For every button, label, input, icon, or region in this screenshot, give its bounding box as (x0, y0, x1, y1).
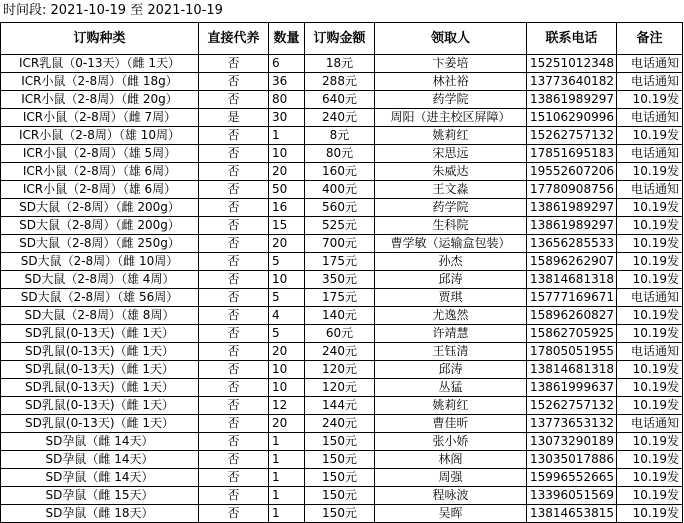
quantity-cell: 1 (269, 127, 305, 145)
quantity-cell: 10 (269, 271, 305, 289)
remark-cell: 10.19发 (617, 325, 683, 343)
header-phone: 联系电话 (527, 23, 617, 55)
remark-cell: 10.19发 (617, 235, 683, 253)
category-cell: SD大鼠（2-8周）（雌 10周） (1, 253, 199, 271)
direct-care-cell: 否 (199, 199, 269, 217)
phone-cell: 13814681318 (527, 361, 617, 379)
quantity-cell: 6 (269, 55, 305, 73)
direct-care-cell: 否 (199, 451, 269, 469)
table-row (1, 469, 683, 487)
phone-cell: 13773640182 (527, 73, 617, 91)
amount-cell: 144元 (305, 397, 375, 415)
remark-cell: 10.19发 (617, 253, 683, 271)
table-row (1, 163, 683, 181)
table-row (1, 505, 683, 523)
phone-cell: 17851695183 (527, 145, 617, 163)
amount-cell: 8元 (305, 127, 375, 145)
phone-cell: 15262757132 (527, 397, 617, 415)
table-row (1, 109, 683, 127)
amount-cell: 288元 (305, 73, 375, 91)
direct-care-cell: 否 (199, 415, 269, 433)
category-cell: ICR乳鼠（0-13天）（雌 1天） (1, 55, 199, 73)
category-cell: ICR小鼠（2-8周）（雌 7周） (1, 109, 199, 127)
quantity-cell: 10 (269, 145, 305, 163)
quantity-cell: 5 (269, 253, 305, 271)
quantity-cell: 10 (269, 361, 305, 379)
phone-cell: 13035017886 (527, 451, 617, 469)
period-start: 2021-10-19 (50, 3, 127, 18)
phone-cell: 13861999637 (527, 379, 617, 397)
table-row (1, 235, 683, 253)
direct-care-cell: 否 (199, 181, 269, 199)
table-row (1, 397, 683, 415)
quantity-cell: 4 (269, 307, 305, 325)
phone-cell: 19552607206 (527, 163, 617, 181)
header-category: 订购种类 (1, 23, 199, 55)
direct-care-cell: 否 (199, 433, 269, 451)
period-label: 时间段: (3, 3, 47, 18)
category-cell: SD乳鼠(0-13天)（雌 1天） (1, 379, 199, 397)
quantity-cell: 12 (269, 397, 305, 415)
header-quantity: 数量 (269, 23, 305, 55)
table-row (1, 343, 683, 361)
table-row (1, 415, 683, 433)
remark-cell: 10.19发 (617, 217, 683, 235)
category-cell: ICR小鼠（2-8周）（雄 6周） (1, 181, 199, 199)
recipient-cell: 生科院 (375, 217, 527, 235)
table-row (1, 433, 683, 451)
phone-cell: 15996552665 (527, 469, 617, 487)
amount-cell: 350元 (305, 271, 375, 289)
phone-cell: 15262757132 (527, 127, 617, 145)
quantity-cell: 5 (269, 289, 305, 307)
recipient-cell: 贾琪 (375, 289, 527, 307)
table-row (1, 361, 683, 379)
recipient-cell: 丛猛 (375, 379, 527, 397)
direct-care-cell: 否 (199, 505, 269, 523)
remark-cell: 10.19发 (617, 379, 683, 397)
quantity-cell: 1 (269, 433, 305, 451)
remark-cell: 电话通知 (617, 343, 683, 361)
recipient-cell: 吴晖 (375, 505, 527, 523)
quantity-cell: 10 (269, 379, 305, 397)
phone-cell: 13861989297 (527, 217, 617, 235)
phone-cell: 17805051955 (527, 343, 617, 361)
remark-cell: 电话通知 (617, 73, 683, 91)
direct-care-cell: 否 (199, 469, 269, 487)
recipient-cell: 卞姜培 (375, 55, 527, 73)
recipient-cell: 朱威达 (375, 163, 527, 181)
period-line (0, 0, 684, 22)
direct-care-cell: 否 (199, 253, 269, 271)
amount-cell: 150元 (305, 433, 375, 451)
period-to: 至 (130, 3, 144, 18)
category-cell: SD乳鼠(0-13天)（雌 1天） (1, 325, 199, 343)
category-cell: SD孕鼠（雌 14天） (1, 451, 199, 469)
quantity-cell: 80 (269, 91, 305, 109)
quantity-cell: 20 (269, 163, 305, 181)
table-row (1, 289, 683, 307)
remark-cell: 10.19发 (617, 271, 683, 289)
category-cell: ICR小鼠（2-8周）（雄 10周） (1, 127, 199, 145)
recipient-cell: 林阁 (375, 451, 527, 469)
phone-cell: 15251012348 (527, 55, 617, 73)
quantity-cell: 20 (269, 415, 305, 433)
category-cell: SD乳鼠(0-13天)（雌 1天） (1, 343, 199, 361)
amount-cell: 525元 (305, 217, 375, 235)
category-cell: ICR小鼠（2-8周）（雌 20g） (1, 91, 199, 109)
amount-cell: 640元 (305, 91, 375, 109)
quantity-cell: 30 (269, 109, 305, 127)
remark-cell: 10.19发 (617, 505, 683, 523)
direct-care-cell: 否 (199, 379, 269, 397)
phone-cell: 13861989297 (527, 91, 617, 109)
category-cell: SD孕鼠（雌 18天） (1, 505, 199, 523)
remark-cell: 10.19发 (617, 487, 683, 505)
table-row (1, 253, 683, 271)
table-row (1, 325, 683, 343)
table-row (1, 199, 683, 217)
remark-cell: 10.19发 (617, 397, 683, 415)
recipient-cell: 林社裕 (375, 73, 527, 91)
phone-cell: 15896260827 (527, 307, 617, 325)
direct-care-cell: 否 (199, 235, 269, 253)
remark-cell: 电话通知 (617, 181, 683, 199)
direct-care-cell: 否 (199, 127, 269, 145)
remark-cell: 电话通知 (617, 145, 683, 163)
header-row (1, 23, 683, 55)
table-row (1, 55, 683, 73)
amount-cell: 150元 (305, 451, 375, 469)
quantity-cell: 36 (269, 73, 305, 91)
table-row (1, 379, 683, 397)
header-direct-care: 直接代养 (199, 23, 269, 55)
phone-cell: 13814681318 (527, 271, 617, 289)
table-row (1, 451, 683, 469)
remark-cell: 10.19发 (617, 469, 683, 487)
header-recipient: 领取人 (375, 23, 527, 55)
direct-care-cell: 否 (199, 325, 269, 343)
direct-care-cell: 否 (199, 73, 269, 91)
remark-cell: 电话通知 (617, 109, 683, 127)
category-cell: SD大鼠（2-8周）（雄 8周） (1, 307, 199, 325)
category-cell: SD乳鼠(0-13天)（雌 1天） (1, 415, 199, 433)
amount-cell: 160元 (305, 163, 375, 181)
recipient-cell: 张小娇 (375, 433, 527, 451)
category-cell: SD乳鼠(0-13天)（雌 1天） (1, 361, 199, 379)
direct-care-cell: 否 (199, 343, 269, 361)
quantity-cell: 1 (269, 469, 305, 487)
amount-cell: 240元 (305, 415, 375, 433)
recipient-cell: 姚莉红 (375, 397, 527, 415)
remark-cell: 电话通知 (617, 289, 683, 307)
phone-cell: 15896262907 (527, 253, 617, 271)
amount-cell: 120元 (305, 361, 375, 379)
orders-table (0, 22, 683, 523)
phone-cell: 15777169671 (527, 289, 617, 307)
direct-care-cell: 否 (199, 289, 269, 307)
recipient-cell: 王钰清 (375, 343, 527, 361)
amount-cell: 150元 (305, 505, 375, 523)
amount-cell: 700元 (305, 235, 375, 253)
direct-care-cell: 否 (199, 217, 269, 235)
table-row (1, 487, 683, 505)
remark-cell: 10.19发 (617, 163, 683, 181)
direct-care-cell: 否 (199, 397, 269, 415)
table-row (1, 73, 683, 91)
remark-cell: 10.19发 (617, 451, 683, 469)
recipient-cell: 周阳（进主校区屏障） (375, 109, 527, 127)
amount-cell: 175元 (305, 253, 375, 271)
direct-care-cell: 否 (199, 271, 269, 289)
recipient-cell: 王文淼 (375, 181, 527, 199)
direct-care-cell: 否 (199, 163, 269, 181)
table-row (1, 145, 683, 163)
quantity-cell: 16 (269, 199, 305, 217)
quantity-cell: 50 (269, 181, 305, 199)
phone-cell: 13814653815 (527, 505, 617, 523)
category-cell: SD孕鼠（雌 15天） (1, 487, 199, 505)
amount-cell: 240元 (305, 109, 375, 127)
phone-cell: 13861989297 (527, 199, 617, 217)
quantity-cell: 1 (269, 505, 305, 523)
table-row (1, 271, 683, 289)
header-remark: 备注 (617, 23, 683, 55)
recipient-cell: 药学院 (375, 199, 527, 217)
phone-cell: 13396051569 (527, 487, 617, 505)
quantity-cell: 1 (269, 487, 305, 505)
category-cell: SD孕鼠（雌 14天） (1, 433, 199, 451)
table-row (1, 181, 683, 199)
quantity-cell: 20 (269, 343, 305, 361)
phone-cell: 17780908756 (527, 181, 617, 199)
phone-cell: 15862705925 (527, 325, 617, 343)
category-cell: SD大鼠（2-8周）（雌 200g） (1, 217, 199, 235)
recipient-cell: 姚莉红 (375, 127, 527, 145)
amount-cell: 60元 (305, 325, 375, 343)
category-cell: SD乳鼠(0-13天)（雌 1天） (1, 397, 199, 415)
direct-care-cell: 是 (199, 109, 269, 127)
direct-care-cell: 否 (199, 307, 269, 325)
recipient-cell: 周强 (375, 469, 527, 487)
amount-cell: 120元 (305, 379, 375, 397)
quantity-cell: 1 (269, 451, 305, 469)
recipient-cell: 孙杰 (375, 253, 527, 271)
direct-care-cell: 否 (199, 145, 269, 163)
category-cell: SD孕鼠（雌 14天） (1, 469, 199, 487)
category-cell: ICR小鼠（2-8周）（雌 18g） (1, 73, 199, 91)
recipient-cell: 许靖慧 (375, 325, 527, 343)
amount-cell: 240元 (305, 343, 375, 361)
table-row (1, 91, 683, 109)
recipient-cell: 药学院 (375, 91, 527, 109)
recipient-cell: 曹学敏（运输盒包装） (375, 235, 527, 253)
phone-cell: 13656285533 (527, 235, 617, 253)
recipient-cell: 曹佳昕 (375, 415, 527, 433)
amount-cell: 80元 (305, 145, 375, 163)
category-cell: ICR小鼠（2-8周）（雄 6周） (1, 163, 199, 181)
amount-cell: 140元 (305, 307, 375, 325)
phone-cell: 13073290189 (527, 433, 617, 451)
remark-cell: 10.19发 (617, 307, 683, 325)
category-cell: SD大鼠（2-8周）（雄 56周） (1, 289, 199, 307)
period-end: 2021-10-19 (147, 3, 223, 18)
remark-cell: 10.19发 (617, 199, 683, 217)
recipient-cell: 程咏波 (375, 487, 527, 505)
direct-care-cell: 否 (199, 487, 269, 505)
remark-cell: 10.19发 (617, 91, 683, 109)
table-row (1, 127, 683, 145)
recipient-cell: 尤逸然 (375, 307, 527, 325)
category-cell: SD大鼠（2-8周）（雌 250g） (1, 235, 199, 253)
amount-cell: 560元 (305, 199, 375, 217)
recipient-cell: 宋思远 (375, 145, 527, 163)
amount-cell: 150元 (305, 487, 375, 505)
table-row (1, 217, 683, 235)
category-cell: SD大鼠（2-8周）（雄 4周） (1, 271, 199, 289)
recipient-cell: 邱涛 (375, 271, 527, 289)
quantity-cell: 5 (269, 325, 305, 343)
phone-cell: 15106290996 (527, 109, 617, 127)
remark-cell: 10.19发 (617, 433, 683, 451)
amount-cell: 175元 (305, 289, 375, 307)
remark-cell: 电话通知 (617, 415, 683, 433)
amount-cell: 150元 (305, 469, 375, 487)
remark-cell: 10.19发 (617, 127, 683, 145)
direct-care-cell: 否 (199, 361, 269, 379)
quantity-cell: 20 (269, 235, 305, 253)
recipient-cell: 邱涛 (375, 361, 527, 379)
category-cell: SD大鼠（2-8周）（雌 200g） (1, 199, 199, 217)
direct-care-cell: 否 (199, 55, 269, 73)
header-amount: 订购金额 (305, 23, 375, 55)
remark-cell: 电话通知 (617, 55, 683, 73)
category-cell: ICR小鼠（2-8周）（雄 5周） (1, 145, 199, 163)
amount-cell: 400元 (305, 181, 375, 199)
remark-cell: 10.19发 (617, 361, 683, 379)
table-row (1, 307, 683, 325)
phone-cell: 13773653132 (527, 415, 617, 433)
direct-care-cell: 否 (199, 91, 269, 109)
quantity-cell: 15 (269, 217, 305, 235)
amount-cell: 18元 (305, 55, 375, 73)
